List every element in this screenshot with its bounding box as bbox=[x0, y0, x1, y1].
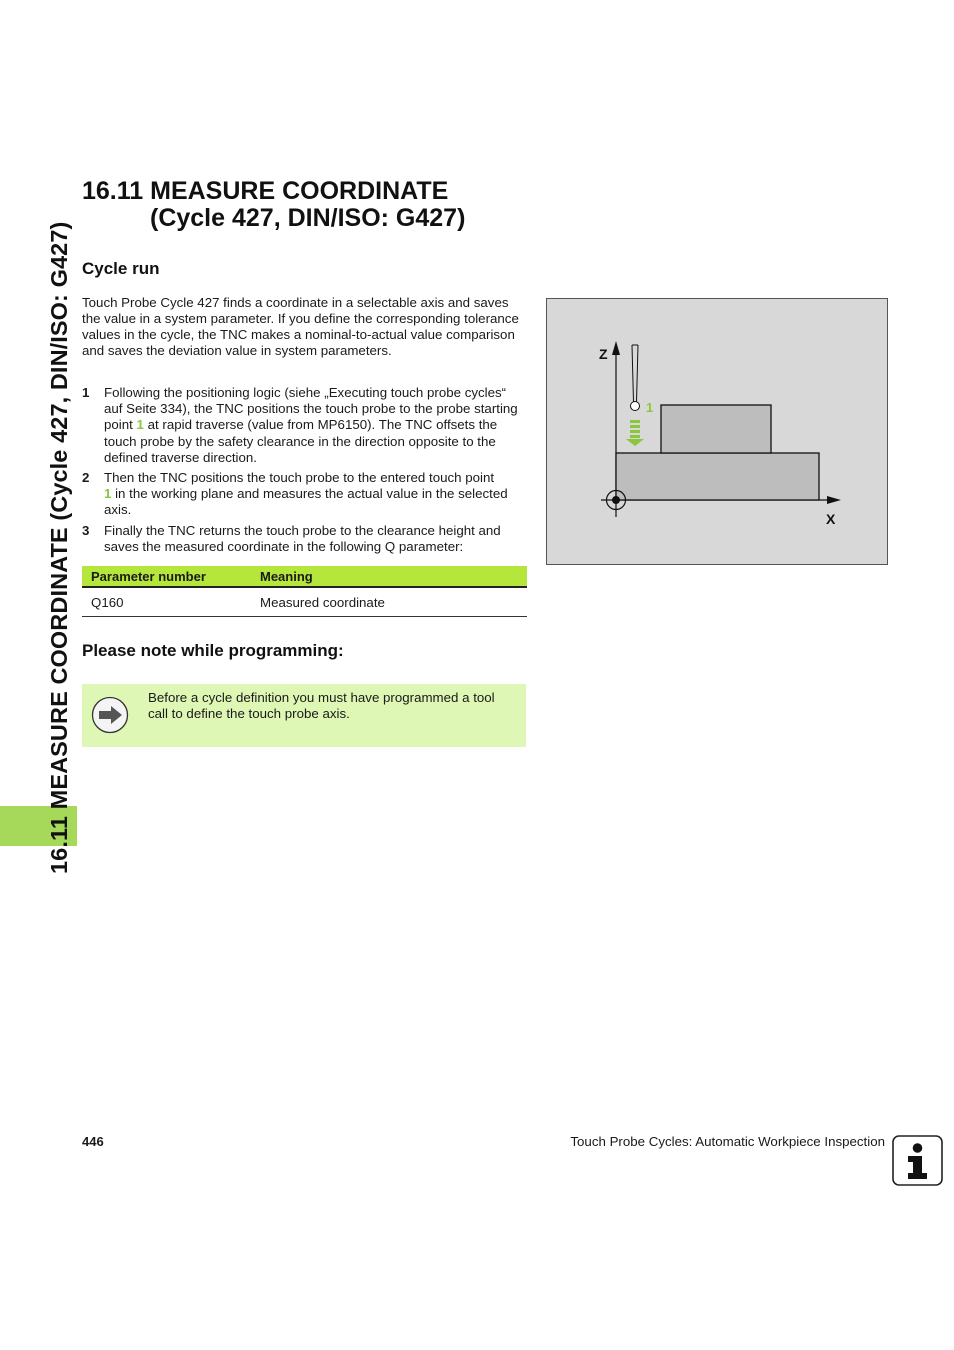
info-icon bbox=[892, 1135, 943, 1186]
step-number: 1 bbox=[82, 385, 90, 400]
programming-notes-heading: Please note while programming: bbox=[82, 641, 344, 660]
z-axis-arrow bbox=[612, 341, 620, 355]
step-point-ref: 1 bbox=[136, 417, 144, 433]
step-item bbox=[82, 385, 527, 466]
x-axis-label: X bbox=[826, 511, 836, 527]
table-cell: Q160 bbox=[82, 587, 251, 617]
column-header: Meaning bbox=[251, 566, 527, 587]
page-number: 446 bbox=[82, 1134, 104, 1149]
workpiece-step bbox=[661, 405, 771, 453]
cycle-diagram bbox=[546, 298, 888, 565]
step-point-ref: 1 bbox=[104, 486, 112, 502]
table-header-row bbox=[82, 566, 527, 587]
page-title-line2: (Cycle 427, DIN/ISO: G427) bbox=[150, 204, 466, 232]
probe-stylus bbox=[632, 345, 634, 402]
diagram-graphic bbox=[547, 299, 887, 564]
table-cell: Measured coordinate bbox=[251, 587, 527, 617]
x-axis-arrow bbox=[827, 496, 841, 504]
step-text: Finally the TNC returns the touch probe to the clearance height and saves the measured coordinate in the following Q parameter: bbox=[104, 522, 501, 554]
step-number: 2 bbox=[82, 470, 90, 486]
z-axis-label: Z bbox=[599, 346, 608, 362]
point-label: 1 bbox=[646, 400, 654, 415]
arrow-right-icon bbox=[91, 696, 129, 734]
step-text: Following the positioning logic (siehe „Executing touch probe cycles“ auf Seite 334), the TNC positions the touch probe to the probe starting point bbox=[104, 385, 518, 433]
note-box bbox=[82, 684, 526, 747]
step-text: Then the TNC positions the touch probe to the entered touch point bbox=[104, 470, 495, 486]
page-title bbox=[82, 178, 465, 232]
probe-tip bbox=[631, 402, 640, 411]
step-item bbox=[82, 523, 527, 555]
footer-title: Touch Probe Cycles: Automatic Workpiece Inspection bbox=[570, 1134, 885, 1149]
approach-arrow bbox=[630, 420, 640, 423]
step-text-cont: at rapid traverse (value from MP6150). The TNC offsets the touch probe by the safety clearance in the direction opposite to the defined traverse direction. bbox=[104, 417, 498, 465]
side-chapter-title: 16.11 MEASURE COORDINATE (Cycle 427, DIN/ISO: G427) bbox=[46, 221, 72, 874]
parameter-table bbox=[82, 566, 527, 617]
step-text-cont: in the working plane and measures the actual value in the selected axis. bbox=[104, 486, 508, 518]
workpiece-base bbox=[616, 453, 819, 500]
note-text: Before a cycle definition you must have programmed a tool call to define the touch probe axis. bbox=[148, 690, 495, 721]
intro-paragraph: Touch Probe Cycle 427 finds a coordinate in a selectable axis and saves the value in a system parameter. If you define the corresponding tolerance values in the cycle, the TNC makes a nominal-to-actual value comparison and saves the deviation value in system parameters. bbox=[82, 295, 519, 358]
step-number: 3 bbox=[82, 522, 90, 538]
column-header: Parameter number bbox=[82, 566, 251, 587]
cycle-steps bbox=[82, 385, 527, 559]
step-item bbox=[82, 470, 527, 519]
cycle-run-heading: Cycle run bbox=[82, 259, 160, 278]
page-title-line1: 16.11 MEASURE COORDINATE bbox=[82, 177, 449, 205]
table-row bbox=[82, 587, 527, 617]
